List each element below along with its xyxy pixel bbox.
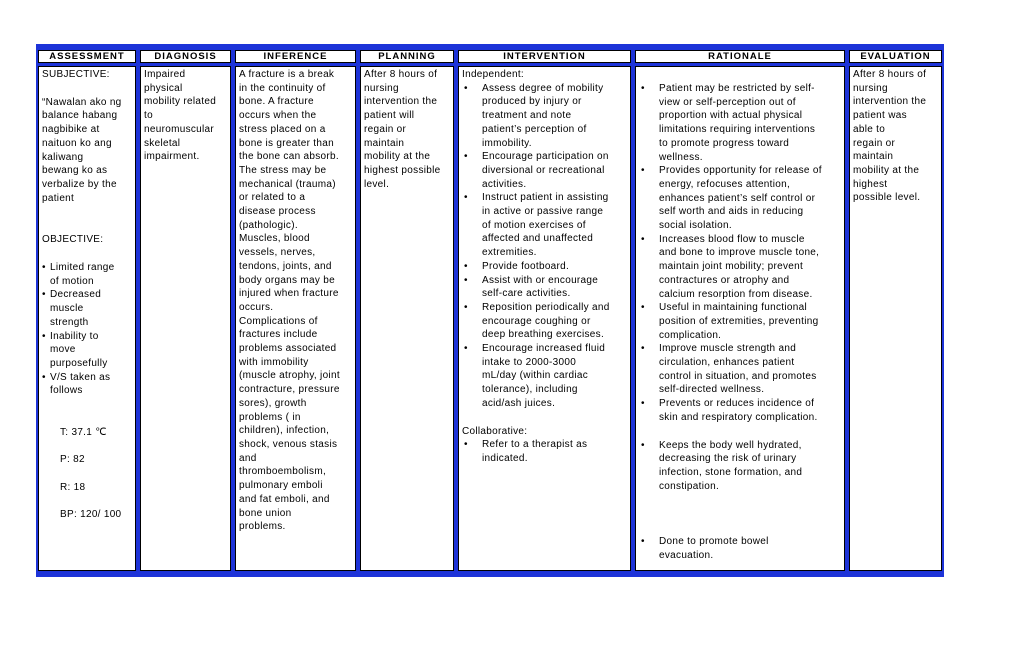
subjective-label: SUBJECTIVE: — [42, 69, 110, 80]
list-item: • Refer to a therapist as indicated. — [462, 438, 627, 465]
header-assessment: ASSESSMENT — [38, 50, 136, 63]
list-item: • Instruct patient in assisting in active or passive range of motion exercises of affected and unaffected extremities. — [462, 191, 627, 260]
list-item: • Provide footboard. — [462, 260, 627, 274]
list-item: • Patient may be restricted by self- view or self-perception out of proportion with actual physical limitations requiring interventions to promote progress toward wellness. — [639, 82, 841, 164]
list-item: • Assess degree of mobility produced by injury or treatment and note patient’s perception of immobility. — [462, 82, 627, 151]
list-item: • Prevents or reduces incidence of skin and respiratory complication. — [639, 397, 841, 424]
column-rationale — [633, 47, 847, 573]
header-inference: INFERENCE — [235, 50, 356, 63]
list-item: • Encourage participation on diversional or recreational activities. — [462, 150, 627, 191]
table-bottom-border — [36, 573, 944, 577]
vital-signs — [42, 412, 132, 535]
list-item: • Assist with or encourage self-care activities. — [462, 274, 627, 301]
header-rationale: RATIONALE — [635, 50, 845, 63]
independent-list — [462, 82, 627, 411]
inference-cell: A fracture is a break in the continuity of bone. A fracture occurs when the stress placed on a bone is greater than the bone can absorb. The stress may be mechanical (trauma) or related to a disease process (pathologic). Muscles, blood vessels, nerves, tendons, joints, and body organs may be injured when fracture occurs. Complications of fractures include problems associated with immobility (muscle atrophy, joint contracture, pressure sores), growth problems ( in children), infection, shock, venous stasis and thromboembolism, pulmonary emboli and fat emboli, and bone union problems. — [235, 66, 356, 571]
column-evaluation — [847, 47, 944, 573]
header-diagnosis: DIAGNOSIS — [140, 50, 231, 63]
list-item: • Improve muscle strength and circulation, enhances patient control in situation, and promotes self-directed wellness. — [639, 342, 841, 397]
list-item: • Encourage increased fluid intake to 2000-3000 mL/day (within cardiac tolerance), including acid/ash juices. — [462, 342, 627, 411]
list-item: • Done to promote bowel evacuation. — [639, 535, 841, 562]
vital-pulse: P: 82 — [60, 454, 85, 466]
vital-temperature: T: 37.1 ℃ — [60, 426, 107, 438]
subjective-text: “Nawalan ako ng balance habang nagbibike at naituon ko ang kaliwang bewang ko as verbalize by the patient — [42, 96, 122, 204]
planning-cell: After 8 hours of nursing intervention the patient will regain or maintain mobility at the highest possible level. — [360, 66, 454, 571]
objective-label: OBJECTIVE: — [42, 234, 104, 246]
list-item: • Provides opportunity for release of energy, refocuses attention, enhances patient’s self control or self worth and aids in reducing social isolation. — [639, 164, 841, 233]
independent-label: Independent: — [462, 69, 524, 80]
header-intervention: INTERVENTION — [458, 50, 631, 63]
list-item: • V/S taken as follows — [42, 371, 132, 398]
column-planning — [358, 47, 456, 573]
list-item: • Increases blood flow to muscle and bone to improve muscle tone, maintain joint mobility; prevent contractures or atrophy and calcium resorption from disease. — [639, 233, 841, 302]
header-planning: PLANNING — [360, 50, 454, 63]
vital-respiration: R: 18 — [60, 481, 86, 493]
list-item: • Inability to move purposefully — [42, 330, 132, 371]
objective-list — [42, 261, 132, 398]
list-item: • Useful in maintaining functional position of extremities, preventing complication. — [639, 301, 841, 342]
list-item: • Limited range of motion — [42, 261, 132, 288]
assessment-cell — [38, 66, 136, 571]
column-intervention — [456, 47, 633, 573]
list-item: • Keeps the body well hydrated, decreasing the risk of urinary infection, stone formation, and constipation. — [639, 439, 841, 494]
rationale-list — [639, 82, 841, 563]
column-inference — [233, 47, 358, 573]
list-item: • Decreased muscle strength — [42, 288, 132, 329]
collaborative-list — [462, 438, 627, 465]
list-item: • Reposition periodically and encourage coughing or deep breathing exercises. — [462, 301, 627, 342]
header-evaluation: EVALUATION — [849, 50, 942, 63]
vital-blood-pressure: BP: 120/ 100 — [60, 508, 122, 520]
evaluation-cell: After 8 hours of nursing intervention the patient was able to regain or maintain mobility at the highest possible level. — [849, 66, 942, 571]
column-diagnosis — [138, 47, 233, 573]
diagnosis-cell: Impaired physical mobility related to neuromuscular skeletal impairment. — [140, 66, 231, 571]
column-assessment — [36, 47, 138, 573]
rationale-cell — [635, 66, 845, 571]
intervention-cell — [458, 66, 631, 571]
collaborative-label: Collaborative: — [462, 425, 528, 437]
